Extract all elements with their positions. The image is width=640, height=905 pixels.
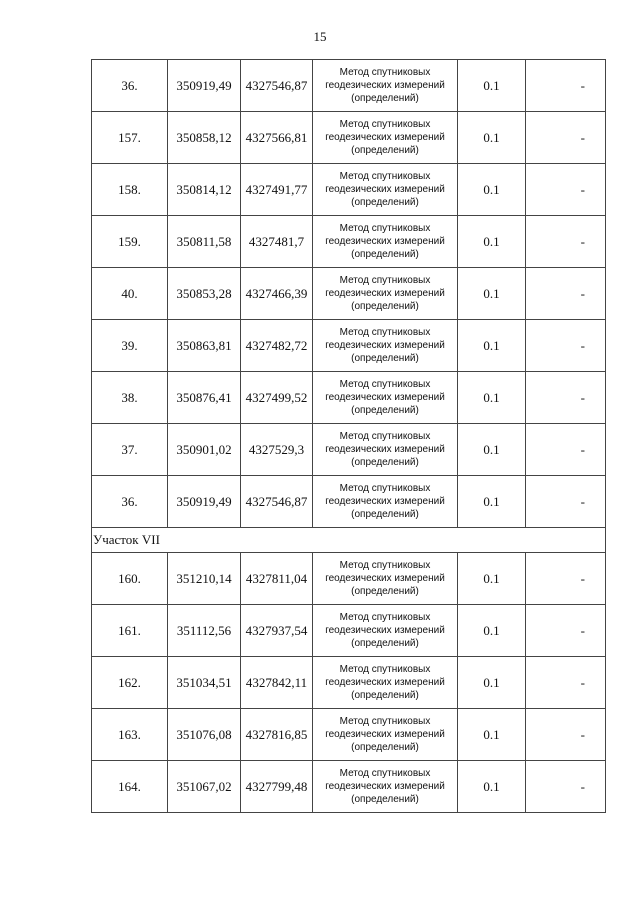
accuracy-cell: 0.1: [458, 320, 526, 372]
method-line: Метод спутниковых: [339, 67, 431, 78]
table-row: [92, 268, 606, 320]
method-line: Метод спутниковых: [339, 768, 431, 779]
method-line: Метод спутниковых: [339, 223, 431, 234]
section-header-row: [92, 528, 606, 553]
section-title: Участок VII: [92, 528, 606, 553]
y-coordinate-cell: 4327491,77: [241, 164, 313, 216]
table-row: [92, 112, 606, 164]
accuracy-cell: 0.1: [458, 709, 526, 761]
method-cell: [313, 424, 458, 476]
point-number-cell: 38.: [92, 372, 168, 424]
x-coordinate-cell: 350901,02: [168, 424, 241, 476]
y-coordinate-cell: 4327482,72: [241, 320, 313, 372]
method-line: Метод спутниковых: [339, 483, 431, 494]
method-cell: [313, 372, 458, 424]
table-row: [92, 60, 606, 112]
method-line: Метод спутниковых: [339, 275, 431, 286]
method-line: (определений): [351, 93, 419, 104]
coordinates-table-body: [92, 60, 606, 813]
method-cell: [313, 605, 458, 657]
note-cell: -: [526, 657, 606, 709]
table-row: [92, 320, 606, 372]
accuracy-cell: 0.1: [458, 657, 526, 709]
method-cell: [313, 657, 458, 709]
method-line: геодезических измерений: [325, 236, 445, 247]
table-row: [92, 216, 606, 268]
method-line: геодезических измерений: [325, 80, 445, 91]
note-cell: -: [526, 761, 606, 813]
method-line: Метод спутниковых: [339, 379, 431, 390]
y-coordinate-cell: 4327842,11: [241, 657, 313, 709]
y-coordinate-cell: 4327937,54: [241, 605, 313, 657]
method-line: (определений): [351, 301, 419, 312]
accuracy-cell: 0.1: [458, 112, 526, 164]
y-coordinate-cell: 4327799,48: [241, 761, 313, 813]
x-coordinate-cell: 351034,51: [168, 657, 241, 709]
x-coordinate-cell: 351076,08: [168, 709, 241, 761]
point-number-cell: 36.: [92, 60, 168, 112]
point-number-cell: 37.: [92, 424, 168, 476]
accuracy-cell: 0.1: [458, 424, 526, 476]
accuracy-cell: 0.1: [458, 476, 526, 528]
point-number-cell: 163.: [92, 709, 168, 761]
note-cell: -: [526, 164, 606, 216]
x-coordinate-cell: 350863,81: [168, 320, 241, 372]
method-cell: [313, 60, 458, 112]
method-line: Метод спутниковых: [339, 664, 431, 675]
point-number-cell: 157.: [92, 112, 168, 164]
method-line: геодезических измерений: [325, 444, 445, 455]
accuracy-cell: 0.1: [458, 164, 526, 216]
x-coordinate-cell: 351210,14: [168, 553, 241, 605]
point-number-cell: 162.: [92, 657, 168, 709]
table-row: [92, 372, 606, 424]
point-number-cell: 164.: [92, 761, 168, 813]
x-coordinate-cell: 350858,12: [168, 112, 241, 164]
method-line: (определений): [351, 742, 419, 753]
coordinates-table: [91, 59, 606, 813]
y-coordinate-cell: 4327811,04: [241, 553, 313, 605]
note-cell: -: [526, 216, 606, 268]
method-line: геодезических измерений: [325, 132, 445, 143]
method-cell: [313, 553, 458, 605]
method-line: (определений): [351, 690, 419, 701]
method-line: Метод спутниковых: [339, 431, 431, 442]
method-line: геодезических измерений: [325, 184, 445, 195]
accuracy-cell: 0.1: [458, 372, 526, 424]
x-coordinate-cell: 350919,49: [168, 476, 241, 528]
method-line: геодезических измерений: [325, 729, 445, 740]
method-line: (определений): [351, 638, 419, 649]
x-coordinate-cell: 350811,58: [168, 216, 241, 268]
method-cell: [313, 216, 458, 268]
method-line: (определений): [351, 509, 419, 520]
note-cell: -: [526, 372, 606, 424]
method-line: геодезических измерений: [325, 288, 445, 299]
method-line: (определений): [351, 457, 419, 468]
accuracy-cell: 0.1: [458, 553, 526, 605]
y-coordinate-cell: 4327816,85: [241, 709, 313, 761]
method-line: (определений): [351, 145, 419, 156]
method-cell: [313, 320, 458, 372]
x-coordinate-cell: 351067,02: [168, 761, 241, 813]
note-cell: -: [526, 112, 606, 164]
note-cell: -: [526, 709, 606, 761]
method-line: (определений): [351, 197, 419, 208]
accuracy-cell: 0.1: [458, 605, 526, 657]
method-line: Метод спутниковых: [339, 716, 431, 727]
method-cell: [313, 164, 458, 216]
y-coordinate-cell: 4327499,52: [241, 372, 313, 424]
accuracy-cell: 0.1: [458, 216, 526, 268]
table-row: [92, 709, 606, 761]
table-row: [92, 476, 606, 528]
point-number-cell: 36.: [92, 476, 168, 528]
method-line: (определений): [351, 405, 419, 416]
x-coordinate-cell: 350853,28: [168, 268, 241, 320]
x-coordinate-cell: 350876,41: [168, 372, 241, 424]
method-line: геодезических измерений: [325, 625, 445, 636]
y-coordinate-cell: 4327566,81: [241, 112, 313, 164]
method-cell: [313, 476, 458, 528]
y-coordinate-cell: 4327546,87: [241, 476, 313, 528]
method-line: (определений): [351, 353, 419, 364]
x-coordinate-cell: 350919,49: [168, 60, 241, 112]
method-line: геодезических измерений: [325, 781, 445, 792]
note-cell: -: [526, 476, 606, 528]
method-line: геодезических измерений: [325, 496, 445, 507]
note-cell: -: [526, 60, 606, 112]
method-line: (определений): [351, 249, 419, 260]
method-cell: [313, 268, 458, 320]
method-cell: [313, 761, 458, 813]
method-line: геодезических измерений: [325, 573, 445, 584]
accuracy-cell: 0.1: [458, 60, 526, 112]
method-line: Метод спутниковых: [339, 119, 431, 130]
note-cell: -: [526, 320, 606, 372]
point-number-cell: 39.: [92, 320, 168, 372]
method-cell: [313, 112, 458, 164]
method-line: Метод спутниковых: [339, 560, 431, 571]
note-cell: -: [526, 424, 606, 476]
method-line: Метод спутниковых: [339, 171, 431, 182]
page-number: 15: [313, 29, 327, 44]
method-line: геодезических измерений: [325, 677, 445, 688]
y-coordinate-cell: 4327529,3: [241, 424, 313, 476]
point-number-cell: 161.: [92, 605, 168, 657]
table-row: [92, 761, 606, 813]
method-line: (определений): [351, 794, 419, 805]
x-coordinate-cell: 351112,56: [168, 605, 241, 657]
method-line: Метод спутниковых: [339, 327, 431, 338]
method-line: геодезических измерений: [325, 340, 445, 351]
method-cell: [313, 709, 458, 761]
table-row: [92, 605, 606, 657]
method-line: (определений): [351, 586, 419, 597]
y-coordinate-cell: 4327466,39: [241, 268, 313, 320]
accuracy-cell: 0.1: [458, 268, 526, 320]
table-row: [92, 164, 606, 216]
y-coordinate-cell: 4327481,7: [241, 216, 313, 268]
table-row: [92, 553, 606, 605]
method-line: Метод спутниковых: [339, 612, 431, 623]
note-cell: -: [526, 605, 606, 657]
point-number-cell: 159.: [92, 216, 168, 268]
note-cell: -: [526, 268, 606, 320]
point-number-cell: 158.: [92, 164, 168, 216]
y-coordinate-cell: 4327546,87: [241, 60, 313, 112]
point-number-cell: 40.: [92, 268, 168, 320]
table-row: [92, 424, 606, 476]
x-coordinate-cell: 350814,12: [168, 164, 241, 216]
table-row: [92, 657, 606, 709]
method-line: геодезических измерений: [325, 392, 445, 403]
accuracy-cell: 0.1: [458, 761, 526, 813]
point-number-cell: 160.: [92, 553, 168, 605]
note-cell: -: [526, 553, 606, 605]
